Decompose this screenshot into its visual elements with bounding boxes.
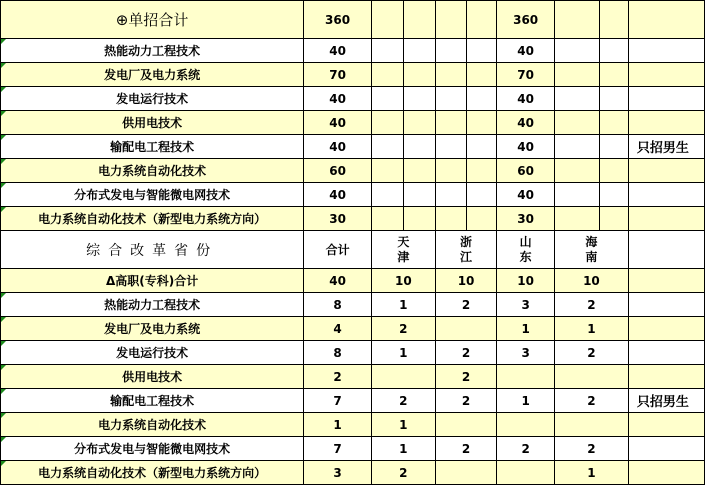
major-total: 2 bbox=[304, 365, 372, 389]
major-total: 40 bbox=[304, 111, 372, 135]
table-row bbox=[1, 317, 705, 341]
quota-shandong: 1 bbox=[497, 389, 555, 413]
province-header-zhejiang bbox=[435, 231, 497, 269]
quota-shandong bbox=[497, 365, 555, 389]
province-char: 江 bbox=[460, 249, 473, 264]
major-note: 只招男生 bbox=[628, 135, 704, 159]
major-total: 8 bbox=[304, 293, 372, 317]
province-header-tianjin bbox=[372, 231, 436, 269]
quota-tianjin: 1 bbox=[372, 293, 436, 317]
section1-title: ⊕单招合计 bbox=[1, 1, 304, 39]
major-note bbox=[628, 39, 704, 63]
quota-hainan: 2 bbox=[554, 293, 628, 317]
major-name: 供用电技术 bbox=[1, 365, 304, 389]
major-name: 输配电工程技术 bbox=[1, 135, 304, 159]
quota-hainan: 2 bbox=[554, 389, 628, 413]
quota-hainan: 2 bbox=[554, 437, 628, 461]
table-row bbox=[1, 389, 705, 413]
province-header-hainan bbox=[554, 231, 628, 269]
quota-shandong: 1 bbox=[497, 317, 555, 341]
province-char: 津 bbox=[397, 249, 410, 264]
table-row bbox=[1, 183, 705, 207]
quota-tianjin: 2 bbox=[372, 389, 436, 413]
province-char: 东 bbox=[519, 249, 532, 264]
quota-tianjin: 1 bbox=[372, 437, 436, 461]
major-total: 70 bbox=[304, 63, 372, 87]
quota-shandong bbox=[497, 461, 555, 485]
quota-zhejiang bbox=[435, 317, 497, 341]
summary-name: Δ高职(专科)合计 bbox=[1, 269, 304, 293]
section1-total-row bbox=[1, 1, 705, 39]
major-note bbox=[628, 461, 704, 485]
major-name: 发电运行技术 bbox=[1, 87, 304, 111]
province-header-shandong bbox=[497, 231, 555, 269]
quota-zhejiang: 2 bbox=[435, 365, 497, 389]
table-row bbox=[1, 63, 705, 87]
major-total: 8 bbox=[304, 341, 372, 365]
major-name: 发电厂及电力系统 bbox=[1, 63, 304, 87]
summary-total: 40 bbox=[304, 269, 372, 293]
major-note bbox=[628, 207, 704, 231]
table-row bbox=[1, 365, 705, 389]
quota-tianjin: 2 bbox=[372, 461, 436, 485]
major-quota: 40 bbox=[497, 183, 555, 207]
major-total: 40 bbox=[304, 183, 372, 207]
quota-hainan bbox=[554, 365, 628, 389]
major-name: 输配电工程技术 bbox=[1, 389, 304, 413]
quota-zhejiang bbox=[435, 461, 497, 485]
major-name: 供用电技术 bbox=[1, 111, 304, 135]
major-quota: 70 bbox=[497, 63, 555, 87]
major-name: 热能动力工程技术 bbox=[1, 39, 304, 63]
major-total: 3 bbox=[304, 461, 372, 485]
major-note bbox=[628, 159, 704, 183]
quota-zhejiang bbox=[435, 413, 497, 437]
major-quota: 40 bbox=[497, 87, 555, 111]
table-row bbox=[1, 111, 705, 135]
summary-shandong: 10 bbox=[497, 269, 555, 293]
major-quota: 40 bbox=[497, 111, 555, 135]
summary-tianjin: 10 bbox=[372, 269, 436, 293]
major-note bbox=[628, 183, 704, 207]
province-char: 天 bbox=[397, 234, 410, 249]
section2-title: 综合改革省份 bbox=[1, 231, 304, 269]
major-name: 发电运行技术 bbox=[1, 341, 304, 365]
province-char: 浙 bbox=[460, 234, 473, 249]
major-name: 电力系统自动化技术 bbox=[1, 159, 304, 183]
section2-summary-row bbox=[1, 269, 705, 293]
major-name: 分布式发电与智能微电网技术 bbox=[1, 437, 304, 461]
quota-zhejiang: 2 bbox=[435, 341, 497, 365]
quota-hainan: 2 bbox=[554, 341, 628, 365]
quota-tianjin: 1 bbox=[372, 341, 436, 365]
major-note bbox=[628, 293, 704, 317]
major-name: 电力系统自动化技术（新型电力系统方向） bbox=[1, 207, 304, 231]
major-note bbox=[628, 341, 704, 365]
quota-hainan: 1 bbox=[554, 317, 628, 341]
major-name: 电力系统自动化技术 bbox=[1, 413, 304, 437]
major-total: 4 bbox=[304, 317, 372, 341]
major-note: 只招男生 bbox=[628, 389, 704, 413]
major-note bbox=[628, 87, 704, 111]
table-row bbox=[1, 413, 705, 437]
quota-tianjin: 1 bbox=[372, 413, 436, 437]
major-total: 7 bbox=[304, 437, 372, 461]
major-note bbox=[628, 317, 704, 341]
summary-zhejiang: 10 bbox=[435, 269, 497, 293]
table-row bbox=[1, 159, 705, 183]
major-total: 40 bbox=[304, 87, 372, 111]
quota-hainan: 1 bbox=[554, 461, 628, 485]
major-quota: 30 bbox=[497, 207, 555, 231]
quota-zhejiang: 2 bbox=[435, 293, 497, 317]
major-total: 60 bbox=[304, 159, 372, 183]
quota-shandong: 2 bbox=[497, 437, 555, 461]
table-row bbox=[1, 341, 705, 365]
province-char: 南 bbox=[585, 249, 598, 264]
province-char: 海 bbox=[585, 234, 598, 249]
major-total: 1 bbox=[304, 413, 372, 437]
major-note bbox=[628, 413, 704, 437]
table-row bbox=[1, 39, 705, 63]
summary-hainan: 10 bbox=[554, 269, 628, 293]
major-quota: 40 bbox=[497, 39, 555, 63]
major-name: 电力系统自动化技术（新型电力系统方向） bbox=[1, 461, 304, 485]
quota-shandong: 3 bbox=[497, 341, 555, 365]
quota-shandong bbox=[497, 413, 555, 437]
major-note bbox=[628, 63, 704, 87]
major-total: 7 bbox=[304, 389, 372, 413]
major-note bbox=[628, 437, 704, 461]
table-row bbox=[1, 293, 705, 317]
major-total: 30 bbox=[304, 207, 372, 231]
quota-tianjin: 2 bbox=[372, 317, 436, 341]
total-column-header: 合计 bbox=[304, 231, 372, 269]
major-name: 热能动力工程技术 bbox=[1, 293, 304, 317]
major-quota: 40 bbox=[497, 135, 555, 159]
major-total: 40 bbox=[304, 39, 372, 63]
table-row bbox=[1, 461, 705, 485]
major-total: 40 bbox=[304, 135, 372, 159]
major-quota: 60 bbox=[497, 159, 555, 183]
quota-shandong: 3 bbox=[497, 293, 555, 317]
section1-total: 360 bbox=[304, 1, 372, 39]
quota-zhejiang: 2 bbox=[435, 437, 497, 461]
major-note bbox=[628, 365, 704, 389]
province-char: 山 bbox=[519, 234, 532, 249]
section1-total-copy: 360 bbox=[497, 1, 555, 39]
major-note bbox=[628, 111, 704, 135]
table-row bbox=[1, 135, 705, 159]
major-name: 分布式发电与智能微电网技术 bbox=[1, 183, 304, 207]
quota-zhejiang: 2 bbox=[435, 389, 497, 413]
major-name: 发电厂及电力系统 bbox=[1, 317, 304, 341]
table-row bbox=[1, 437, 705, 461]
quota-tianjin bbox=[372, 365, 436, 389]
section2-header-row bbox=[1, 231, 705, 269]
table-row bbox=[1, 87, 705, 111]
table-row bbox=[1, 207, 705, 231]
quota-hainan bbox=[554, 413, 628, 437]
